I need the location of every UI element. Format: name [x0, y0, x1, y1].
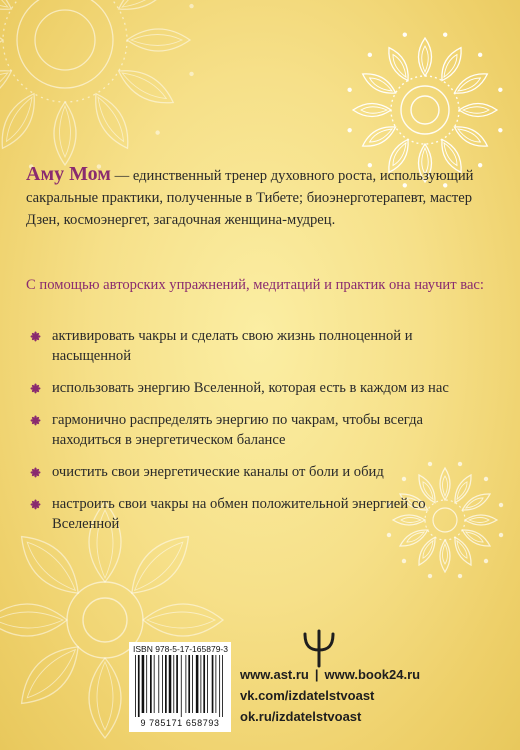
mandala-ornament-top-left: [0, 0, 200, 175]
barcode-bar: [135, 655, 136, 717]
bullet-text: активировать чакры и сделать свою жизнь полноценной и насыщенной: [52, 328, 413, 364]
mandala-petal: [54, 102, 76, 165]
mandala-petal: [0, 604, 67, 636]
mandala-petal: [10, 636, 89, 715]
bullet-text: гармонично распределять энергию по чакрам, чтобы всегда находиться в энергетическом балансе: [52, 412, 423, 448]
barcode-bar: [138, 655, 140, 717]
mandala-petal-inner: [463, 107, 489, 114]
barcode-digits: 9 785171 658793: [140, 718, 220, 728]
mandala-petal: [436, 44, 466, 83]
mandala-petal-inner: [361, 107, 387, 114]
barcode-bar: [215, 655, 216, 713]
barcode-bar: [192, 655, 193, 713]
bullet-flower-icon: [30, 383, 41, 394]
barcode-bar: [173, 655, 174, 713]
barcode-bar: [188, 655, 190, 713]
bullet-flower-icon: [30, 331, 41, 342]
bullet-text: использовать энергию Вселенной, которая есть в каждом из нас: [52, 380, 449, 396]
mandala-dot: [347, 87, 352, 92]
barcode-bar: [162, 655, 163, 713]
mandala-petal: [113, 0, 179, 19]
mandala-petal-inner: [147, 612, 215, 628]
mandala-petal-inner: [0, 612, 63, 628]
mandala-dot: [498, 502, 503, 507]
mandala-dot: [477, 52, 483, 58]
mandala-dot: [189, 3, 194, 8]
bullet-flower-icon: [30, 467, 41, 478]
barcode-bar: [146, 655, 147, 713]
mandala-dot: [401, 558, 407, 564]
barcode-bar: [169, 655, 172, 713]
mandala-petal: [383, 44, 413, 83]
barcode-bar: [185, 655, 186, 713]
mandala-petal-inner: [0, 0, 11, 12]
intro-text: С помощью авторских упражнений, медитаций и практик она научит вас:: [26, 277, 484, 293]
mandala-petal: [459, 104, 497, 117]
barcode-bar: [150, 655, 152, 713]
mandala-petal: [451, 121, 490, 151]
mandala-dot: [347, 127, 352, 132]
link-ok[interactable]: ok.ru/izdatelstvoast: [240, 709, 362, 724]
barcode-bar: [165, 655, 167, 713]
mandala-petal-inner: [422, 46, 429, 72]
mandala-petal: [359, 121, 398, 151]
mandala-petal-inner: [131, 35, 182, 46]
author-bio: — единственный тренер духовного роста, использующий сакральные практики, полученные в Тибете; биоэнерготерапевт, мастер Дзен, космоэнергет, загадочная женщина-мудрец.: [26, 168, 474, 228]
mandala-dot: [367, 52, 373, 58]
link-book24[interactable]: www.book24.ru: [324, 667, 421, 682]
mandala-petal: [0, 29, 3, 51]
barcode-bars: [133, 655, 227, 717]
mandala-petal: [113, 61, 179, 112]
list-item: [26, 378, 486, 398]
bullet-text: очистить свои энергетические каналы от боли и обид: [52, 464, 384, 480]
author-description: [26, 163, 496, 231]
barcode-bar: [219, 655, 220, 717]
barcode-bar: [207, 655, 208, 713]
mandala-petal: [359, 68, 398, 98]
mandala-petal-inner: [97, 662, 113, 730]
list-item: [26, 462, 486, 482]
mandala-petal: [0, 88, 44, 154]
author-name: Аму Мом: [26, 163, 111, 185]
barcode-bar: [222, 655, 223, 717]
mandala-dot: [498, 87, 503, 92]
mandala-dot: [427, 573, 432, 578]
psi-logo-icon: [302, 628, 336, 668]
links-row-1: [240, 664, 420, 685]
bullet-flower-icon: [30, 415, 41, 426]
barcode-bar: [154, 655, 155, 713]
mandala-dot: [498, 127, 503, 132]
list-item: [26, 410, 486, 450]
list-item: [26, 494, 486, 534]
mandala-petal: [86, 88, 137, 154]
barcode-bar: [181, 655, 182, 717]
publisher-links: [240, 664, 420, 727]
isbn-number: ISBN 978-5-17-165879-3: [133, 644, 228, 654]
barcode-bar: [200, 655, 201, 713]
mandala-petal-inner: [443, 544, 448, 564]
mandala-dot: [402, 32, 407, 37]
barcode-bar: [176, 655, 178, 713]
list-item: [26, 326, 486, 366]
mandala-petal: [451, 68, 490, 98]
mandala-petal: [127, 29, 190, 51]
mandala-dot: [189, 71, 194, 76]
mandala-dot: [442, 32, 447, 37]
barcode-bar: [212, 655, 214, 713]
mandala-dot: [498, 532, 503, 537]
mandala-petal: [0, 0, 17, 19]
mandala-petal: [419, 38, 432, 76]
mandala-petal: [89, 658, 121, 738]
link-ast[interactable]: www.ast.ru: [240, 667, 309, 682]
barcode: [129, 642, 231, 732]
bullet-flower-icon: [30, 499, 41, 510]
barcode-bar: [196, 655, 199, 713]
benefits-list: [26, 326, 486, 546]
mandala-petal: [353, 104, 391, 117]
link-separator: |: [314, 667, 319, 682]
mandala-petal: [0, 61, 17, 112]
barcode-bar: [158, 655, 159, 713]
mandala-dot: [155, 130, 161, 136]
barcode-bar: [142, 655, 145, 713]
mandala-dot: [483, 558, 489, 564]
mandala-dot: [457, 573, 462, 578]
mandala-petal: [143, 604, 223, 636]
bullet-text: настроить свои чакры на обмен положительной энергией со Вселенной: [52, 496, 426, 532]
mandala-petal-inner: [60, 106, 71, 157]
barcode-bar: [203, 655, 205, 713]
link-vk[interactable]: vk.com/izdatelstvoast: [240, 688, 375, 703]
